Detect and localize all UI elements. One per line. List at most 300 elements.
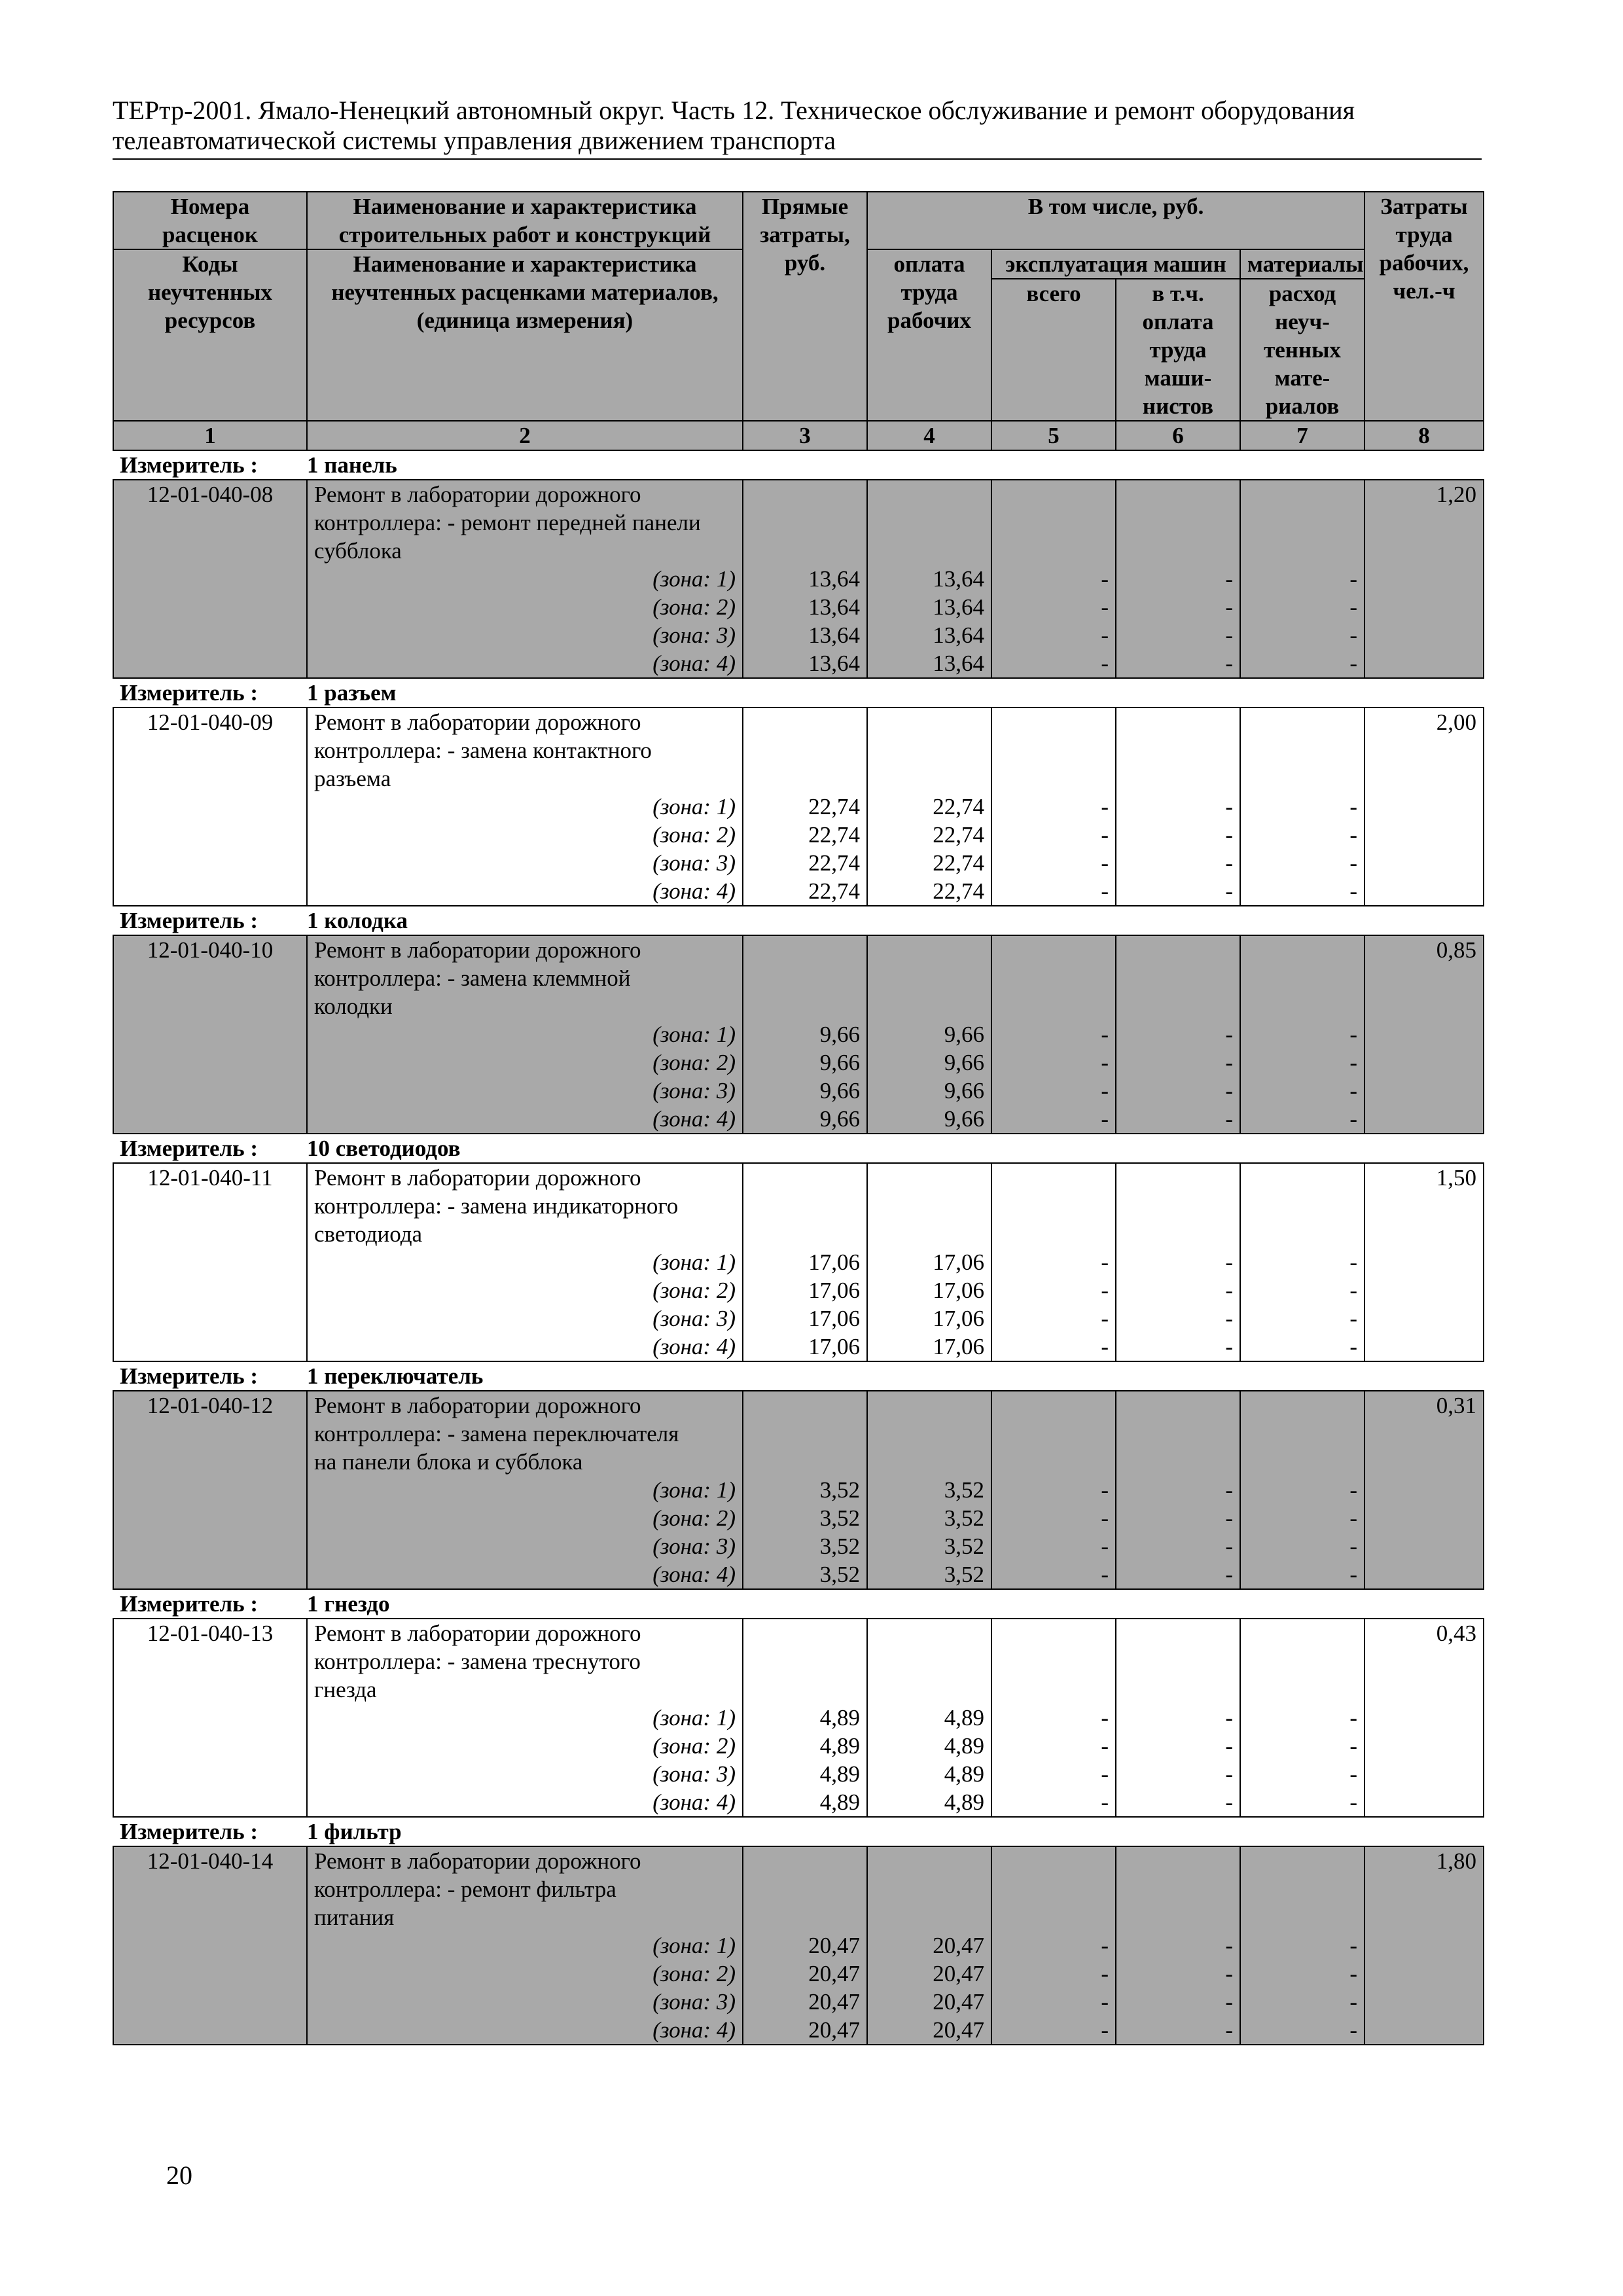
machinist-wages: - (1116, 1020, 1240, 1049)
worker-wages: 3,52 (867, 1532, 991, 1560)
empty-cell (867, 1903, 991, 1931)
description-line: контроллера: - замена контактного (307, 736, 743, 764)
empty-cell (113, 1960, 307, 1988)
empty-cell (113, 1020, 307, 1049)
rates-table (113, 191, 1484, 2045)
worker-wages: 17,06 (867, 1304, 991, 1333)
empty-cell (991, 480, 1116, 509)
empty-cell (1240, 1647, 1364, 1676)
empty-cell (113, 1875, 307, 1903)
zone-label: (зона: 1) (307, 793, 743, 821)
header-machine-operation: эксплуатация машин (991, 249, 1240, 279)
header-machinist-wages: в т.ч. оплата труда маши- нистов (1116, 279, 1240, 421)
empty-cell (991, 509, 1116, 537)
measure-label: Измеритель : (113, 450, 307, 480)
empty-cell (1364, 821, 1484, 849)
rate-code: 12-01-040-10 (113, 935, 307, 964)
empty-cell (1240, 1391, 1364, 1420)
measure-unit: 1 колодка (307, 906, 1484, 935)
worker-wages: 22,74 (867, 849, 991, 877)
empty-cell (991, 1903, 1116, 1931)
empty-cell (1116, 509, 1240, 537)
worker-wages: 3,52 (867, 1476, 991, 1504)
description-line: на панели блока и субблока (307, 1448, 743, 1476)
empty-cell (867, 1420, 991, 1448)
zone-label: (зона: 1) (307, 1020, 743, 1049)
machinist-wages: - (1116, 1560, 1240, 1589)
empty-cell (991, 1192, 1116, 1220)
rate-item (113, 1817, 1484, 2045)
machinist-wages: - (1116, 1304, 1240, 1333)
worker-wages: 3,52 (867, 1504, 991, 1532)
description-line: Ремонт в лаборатории дорожного (307, 708, 743, 736)
description-row (113, 1220, 1484, 1248)
empty-cell (743, 1448, 867, 1476)
empty-cell (113, 877, 307, 906)
zone-row (113, 621, 1484, 649)
zone-row (113, 1476, 1484, 1504)
empty-cell (867, 537, 991, 565)
empty-cell (1364, 1903, 1484, 1931)
header-machines-total: всего (991, 279, 1116, 421)
machinist-wages: - (1116, 1788, 1240, 1817)
empty-cell (1364, 1532, 1484, 1560)
empty-cell (113, 509, 307, 537)
empty-cell (991, 1676, 1116, 1704)
empty-cell (867, 509, 991, 537)
direct-cost: 9,66 (743, 1049, 867, 1077)
empty-cell (1116, 708, 1240, 736)
rate-item (113, 1361, 1484, 1589)
direct-cost: 13,64 (743, 593, 867, 621)
worker-wages: 9,66 (867, 1049, 991, 1077)
empty-cell (1240, 509, 1364, 537)
machinist-wages: - (1116, 1760, 1240, 1788)
empty-cell (867, 1220, 991, 1248)
empty-cell (1240, 736, 1364, 764)
machines-total: - (991, 1704, 1116, 1732)
materials-value: - (1240, 1248, 1364, 1276)
measure-unit: 1 панель (307, 450, 1484, 480)
zone-row (113, 1931, 1484, 1960)
empty-cell (1364, 593, 1484, 621)
measure-label: Измеритель : (113, 1361, 307, 1391)
empty-cell (1364, 1988, 1484, 2016)
description-line: контроллера: - ремонт передней панели (307, 509, 743, 537)
labor-value: 0,85 (1364, 935, 1484, 964)
zone-label: (зона: 3) (307, 621, 743, 649)
empty-cell (867, 480, 991, 509)
empty-cell (1116, 1220, 1240, 1248)
direct-cost: 3,52 (743, 1504, 867, 1532)
description-line: контроллера: - замена индикаторного (307, 1192, 743, 1220)
direct-cost: 22,74 (743, 849, 867, 877)
empty-cell (113, 1248, 307, 1276)
empty-cell (1364, 1960, 1484, 1988)
direct-cost: 20,47 (743, 2016, 867, 2045)
zone-label: (зона: 3) (307, 849, 743, 877)
empty-cell (867, 1192, 991, 1220)
direct-cost: 3,52 (743, 1560, 867, 1589)
materials-value: - (1240, 877, 1364, 906)
materials-value: - (1240, 1931, 1364, 1960)
zone-row (113, 1504, 1484, 1532)
machinist-wages: - (1116, 821, 1240, 849)
empty-cell (113, 1931, 307, 1960)
measure-unit: 1 разъем (307, 678, 1484, 708)
materials-value: - (1240, 621, 1364, 649)
empty-cell (1364, 1931, 1484, 1960)
description-line: контроллера: - замена треснутого (307, 1647, 743, 1676)
worker-wages: 13,64 (867, 593, 991, 621)
direct-cost: 22,74 (743, 821, 867, 849)
empty-cell (1364, 1420, 1484, 1448)
machines-total: - (991, 1105, 1116, 1134)
empty-cell (1116, 1647, 1240, 1676)
materials-value: - (1240, 1077, 1364, 1105)
rate-code: 12-01-040-12 (113, 1391, 307, 1420)
zone-row (113, 1077, 1484, 1105)
worker-wages: 22,74 (867, 793, 991, 821)
direct-cost: 4,89 (743, 1760, 867, 1788)
empty-cell (1364, 1875, 1484, 1903)
measure-unit: 10 светодиодов (307, 1134, 1484, 1163)
materials-value: - (1240, 1988, 1364, 2016)
empty-cell (1364, 1220, 1484, 1248)
empty-cell (1364, 1704, 1484, 1732)
empty-cell (743, 1163, 867, 1192)
worker-wages: 4,89 (867, 1760, 991, 1788)
materials-value: - (1240, 1960, 1364, 1988)
description-row (113, 1903, 1484, 1931)
zone-label: (зона: 4) (307, 1788, 743, 1817)
zone-label: (зона: 2) (307, 1732, 743, 1760)
column-number: 4 (867, 421, 991, 450)
empty-cell (113, 537, 307, 565)
measure-unit: 1 фильтр (307, 1817, 1484, 1846)
empty-cell (1364, 793, 1484, 821)
empty-cell (867, 1448, 991, 1476)
machinist-wages: - (1116, 849, 1240, 877)
materials-value: - (1240, 849, 1364, 877)
zone-row (113, 593, 1484, 621)
direct-cost: 3,52 (743, 1476, 867, 1504)
empty-cell (1364, 849, 1484, 877)
column-number: 6 (1116, 421, 1240, 450)
description-line: разъема (307, 764, 743, 793)
machinist-wages: - (1116, 1988, 1240, 2016)
empty-cell (867, 1676, 991, 1704)
empty-cell (1116, 1875, 1240, 1903)
measure-row (113, 1361, 1484, 1391)
empty-cell (743, 1676, 867, 1704)
empty-cell (1364, 537, 1484, 565)
zone-label: (зона: 2) (307, 821, 743, 849)
empty-cell (1364, 1788, 1484, 1817)
empty-cell (1364, 1105, 1484, 1134)
worker-wages: 9,66 (867, 1020, 991, 1049)
zone-label: (зона: 4) (307, 1560, 743, 1589)
empty-cell (991, 736, 1116, 764)
empty-cell (1116, 736, 1240, 764)
description-row (113, 537, 1484, 565)
direct-cost: 13,64 (743, 565, 867, 593)
machinist-wages: - (1116, 649, 1240, 678)
measure-row (113, 1589, 1484, 1619)
worker-wages: 4,89 (867, 1788, 991, 1817)
zone-label: (зона: 3) (307, 1304, 743, 1333)
machines-total: - (991, 649, 1116, 678)
empty-cell (1364, 1077, 1484, 1105)
zone-row (113, 1049, 1484, 1077)
empty-cell (743, 992, 867, 1020)
direct-cost: 9,66 (743, 1105, 867, 1134)
empty-cell (743, 1192, 867, 1220)
machines-total: - (991, 621, 1116, 649)
empty-cell (867, 1846, 991, 1875)
worker-wages: 22,74 (867, 877, 991, 906)
zone-label: (зона: 3) (307, 1077, 743, 1105)
empty-cell (867, 736, 991, 764)
zone-row (113, 849, 1484, 877)
machines-total: - (991, 1931, 1116, 1960)
empty-cell (1240, 480, 1364, 509)
empty-cell (113, 964, 307, 992)
title-line-2: телеавтоматической системы управления движением транспорта (113, 126, 836, 155)
worker-wages: 13,64 (867, 565, 991, 593)
column-number: 8 (1364, 421, 1484, 450)
empty-cell (113, 849, 307, 877)
empty-cell (113, 1049, 307, 1077)
header-rate-numbers: Номера расценок (113, 192, 307, 249)
description-row (113, 1163, 1484, 1192)
empty-cell (1240, 1903, 1364, 1931)
empty-cell (113, 1760, 307, 1788)
machinist-wages: - (1116, 1704, 1240, 1732)
empty-cell (1116, 537, 1240, 565)
labor-value: 0,31 (1364, 1391, 1484, 1420)
direct-cost: 4,89 (743, 1732, 867, 1760)
empty-cell (867, 935, 991, 964)
measure-label: Измеритель : (113, 1589, 307, 1619)
machinist-wages: - (1116, 1504, 1240, 1532)
worker-wages: 9,66 (867, 1077, 991, 1105)
materials-value: - (1240, 1276, 1364, 1304)
header-resource-codes: Коды неучтенных ресурсов (113, 249, 307, 421)
machinist-wages: - (1116, 793, 1240, 821)
empty-cell (113, 992, 307, 1020)
description-line: контроллера: - замена клеммной (307, 964, 743, 992)
materials-value: - (1240, 1105, 1364, 1134)
empty-cell (867, 1875, 991, 1903)
empty-cell (867, 992, 991, 1020)
empty-cell (113, 821, 307, 849)
empty-cell (1364, 764, 1484, 793)
empty-cell (743, 1220, 867, 1248)
empty-cell (1116, 1420, 1240, 1448)
machines-total: - (991, 1476, 1116, 1504)
machinist-wages: - (1116, 593, 1240, 621)
empty-cell (743, 964, 867, 992)
empty-cell (1364, 1647, 1484, 1676)
empty-cell (1240, 935, 1364, 964)
empty-cell (1116, 1676, 1240, 1704)
labor-value: 1,50 (1364, 1163, 1484, 1192)
empty-cell (1364, 621, 1484, 649)
materials-value: - (1240, 1788, 1364, 1817)
direct-cost: 17,06 (743, 1304, 867, 1333)
description-line: светодиода (307, 1220, 743, 1248)
zone-row (113, 565, 1484, 593)
zone-label: (зона: 3) (307, 1532, 743, 1560)
machines-total: - (991, 593, 1116, 621)
empty-cell (1116, 1903, 1240, 1931)
empty-cell (113, 565, 307, 593)
direct-cost: 17,06 (743, 1276, 867, 1304)
materials-value: - (1240, 1532, 1364, 1560)
description-row (113, 1391, 1484, 1420)
zone-label: (зона: 4) (307, 2016, 743, 2045)
zone-label: (зона: 1) (307, 1248, 743, 1276)
zone-row (113, 1732, 1484, 1760)
zone-row (113, 1333, 1484, 1361)
labor-value: 0,43 (1364, 1619, 1484, 1647)
empty-cell (867, 1619, 991, 1647)
empty-cell (1364, 1333, 1484, 1361)
machines-total: - (991, 1988, 1116, 2016)
rate-code: 12-01-040-08 (113, 480, 307, 509)
empty-cell (113, 1333, 307, 1361)
zone-label: (зона: 1) (307, 565, 743, 593)
machinist-wages: - (1116, 877, 1240, 906)
column-number: 3 (743, 421, 867, 450)
empty-cell (113, 649, 307, 678)
machines-total: - (991, 1049, 1116, 1077)
empty-cell (991, 764, 1116, 793)
machines-total: - (991, 1560, 1116, 1589)
zone-row (113, 1020, 1484, 1049)
labor-value: 2,00 (1364, 708, 1484, 736)
materials-value: - (1240, 2016, 1364, 2045)
machinist-wages: - (1116, 1333, 1240, 1361)
header-unaccounted-materials: расход неуч- тенных мате- риалов (1240, 279, 1364, 421)
empty-cell (743, 764, 867, 793)
measure-label: Измеритель : (113, 906, 307, 935)
description-row (113, 1875, 1484, 1903)
empty-cell (991, 1448, 1116, 1476)
empty-cell (113, 1704, 307, 1732)
empty-cell (1240, 1619, 1364, 1647)
empty-cell (1364, 1760, 1484, 1788)
empty-cell (113, 593, 307, 621)
description-row (113, 992, 1484, 1020)
machinist-wages: - (1116, 1049, 1240, 1077)
empty-cell (1364, 2016, 1484, 2045)
direct-cost: 20,47 (743, 1960, 867, 1988)
table-header (113, 192, 1484, 450)
description-line: питания (307, 1903, 743, 1931)
header-worker-wages: оплата труда рабочих (867, 249, 991, 421)
materials-value: - (1240, 1704, 1364, 1732)
empty-cell (991, 1846, 1116, 1875)
empty-cell (113, 793, 307, 821)
zone-row (113, 1760, 1484, 1788)
empty-cell (1364, 1560, 1484, 1589)
zone-label: (зона: 4) (307, 1105, 743, 1134)
materials-value: - (1240, 565, 1364, 593)
empty-cell (1116, 992, 1240, 1020)
direct-cost: 9,66 (743, 1077, 867, 1105)
empty-cell (1364, 1020, 1484, 1049)
zone-label: (зона: 1) (307, 1704, 743, 1732)
zone-row (113, 793, 1484, 821)
empty-cell (1364, 1304, 1484, 1333)
empty-cell (1240, 992, 1364, 1020)
empty-cell (743, 736, 867, 764)
empty-cell (1240, 764, 1364, 793)
materials-value: - (1240, 1560, 1364, 1589)
rate-code: 12-01-040-09 (113, 708, 307, 736)
description-line: Ремонт в лаборатории дорожного (307, 1391, 743, 1420)
machinist-wages: - (1116, 565, 1240, 593)
empty-cell (113, 1476, 307, 1504)
zone-row (113, 877, 1484, 906)
column-number: 5 (991, 421, 1116, 450)
empty-cell (743, 1420, 867, 1448)
machinist-wages: - (1116, 2016, 1240, 2045)
empty-cell (113, 764, 307, 793)
empty-cell (1240, 1846, 1364, 1875)
rate-code: 12-01-040-11 (113, 1163, 307, 1192)
zone-label: (зона: 2) (307, 1276, 743, 1304)
empty-cell (991, 1420, 1116, 1448)
empty-cell (1240, 1448, 1364, 1476)
empty-cell (1116, 1619, 1240, 1647)
zone-row (113, 1560, 1484, 1589)
empty-cell (1240, 1220, 1364, 1248)
empty-cell (113, 1192, 307, 1220)
rate-code: 12-01-040-13 (113, 1619, 307, 1647)
empty-cell (1240, 1420, 1364, 1448)
description-row (113, 1448, 1484, 1476)
header-direct-costs: Прямые затраты, руб. (743, 192, 867, 421)
empty-cell (113, 1676, 307, 1704)
worker-wages: 20,47 (867, 1960, 991, 1988)
direct-cost: 20,47 (743, 1988, 867, 2016)
empty-cell (991, 992, 1116, 1020)
zone-label: (зона: 4) (307, 877, 743, 906)
column-number: 7 (1240, 421, 1364, 450)
empty-cell (113, 1105, 307, 1134)
machines-total: - (991, 1333, 1116, 1361)
empty-cell (1116, 1448, 1240, 1476)
rate-item (113, 1134, 1484, 1361)
measure-row (113, 678, 1484, 708)
machines-total: - (991, 793, 1116, 821)
measure-label: Измеритель : (113, 678, 307, 708)
measure-row (113, 1817, 1484, 1846)
empty-cell (1240, 1192, 1364, 1220)
description-row (113, 1192, 1484, 1220)
empty-cell (1364, 736, 1484, 764)
empty-cell (1116, 1846, 1240, 1875)
empty-cell (113, 1304, 307, 1333)
empty-cell (1240, 964, 1364, 992)
direct-cost: 13,64 (743, 621, 867, 649)
machinist-wages: - (1116, 1248, 1240, 1276)
empty-cell (743, 537, 867, 565)
empty-cell (743, 1846, 867, 1875)
